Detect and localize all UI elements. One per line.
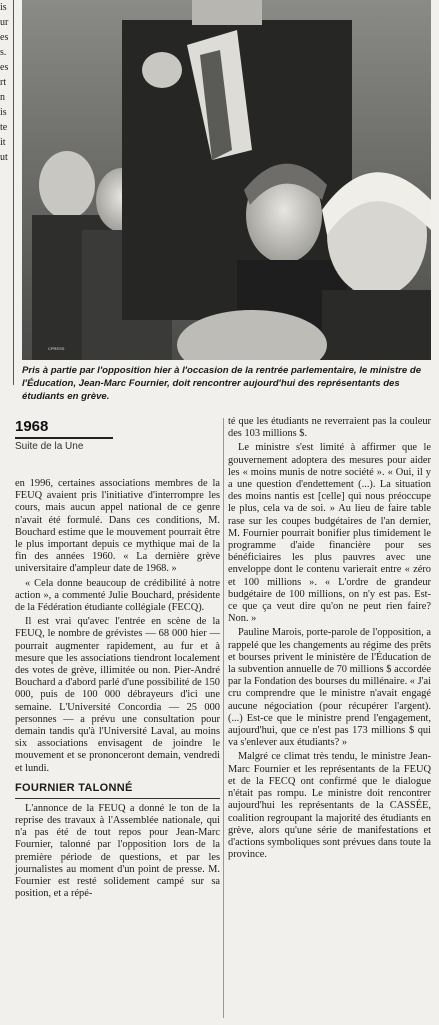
article-paragraph: Il est vrai qu'avec l'entrée en scène de la FEUQ, le nombre de grévistes — 68 000 hier — pourrait augmenter rapidement, au fur et à mesure que les associations tiendront localement des votes de grève, illimitée ou non. Pier-André Bouchard a d'abord parlé d'une possibilité de 150 000, puis de 100 000 débrayeurs d'ici une semaine. L'Université Concordia — 25 000 personnes — a prévu une consultation pour demain tandis qu'à l'Université Laval, au moins six associations envisagent de joindre le mouvement et se prononceront demain, vendredi et lundi. — [15, 616, 220, 774]
strip-fragment: ut — [0, 152, 8, 163]
strip-fragment: te — [0, 122, 8, 133]
article-column-2 — [228, 416, 431, 863]
strip-fragment: es — [0, 32, 9, 43]
article-column-1 — [15, 418, 220, 903]
subheading-rule — [15, 798, 220, 799]
strip-fragment: n — [0, 92, 5, 103]
article-subheading: FOURNIER TALONNÉ — [15, 781, 133, 794]
strip-fragment: is — [0, 107, 7, 118]
strip-fragment: is — [0, 2, 7, 13]
adjacent-column-fragment — [0, 0, 12, 260]
strip-fragment: es — [0, 62, 9, 73]
continued-from-label: Suite de la Une — [15, 441, 84, 452]
strip-fragment: ur — [0, 17, 9, 28]
news-photo — [22, 0, 431, 360]
column-divider — [13, 0, 14, 385]
strip-fragment: rt — [0, 77, 7, 88]
article-kicker: 1968 — [15, 418, 49, 435]
column-divider-inner — [223, 418, 224, 1018]
strip-fragment: s. — [0, 47, 7, 58]
article-paragraph: « Cela donne beaucoup de crédibilité à notre action », a commenté Julie Bouchard, présidente de la Fédération étudiante collégiale (FECQ). — [15, 577, 220, 614]
photo-caption: Pris à partie par l'opposition hier à l'occasion de la rentrée parlementaire, le ministre de l'Éducation, Jean-Marc Fournier, doit rencontrer aujourd'hui des représentants des étudiants en grève. — [22, 365, 422, 403]
article-paragraph: en 1996, certaines associations membres de la FEUQ avaient pris l'initiative d'interrompre les cours, mais aucun appel national de ce genre n'avait été formulé. Dans ces conditions, M. Bouchard estime que le mouvement pourrait être le plus important depuis ce mythique mai de la fin des années 1960. « La dernière grève universitaire d'ampleur date de 1968. » — [15, 478, 220, 575]
article-paragraph: Le ministre s'est limité à affirmer que le gouvernement adoptera des mesures pour aider les « moins munis de notre société ». « Oui, il y a une question d'endettement (...). La situation des moins nantis est [celle] qui nous préoccupe le plus, cela va de soi. » Au lieu de faire table rase sur les coupes budgétaires de l'an dernier, M. Fournier pourrait bonifier plus timidement le programme d'aide financière pour ses bénéficiaires les plus pauvres avec une enveloppe dont le contenu varierait entre « zéro et 100 millions ». « L'ordre de grandeur budgétaire de 100 millions, on n'y est pas. Est-ce que ça veut dire qu'on ne peut rien faire? Non. » — [228, 442, 431, 625]
article-paragraph: Pauline Marois, porte-parole de l'opposition, a rappelé que les changements au régime des prêts et bourses privent le ministère de l'Éducation de la subvention annuelle de 70 millions $ accordée par la Fondation des bourses du millénaire. « J'ai cru comprendre que le ministre n'avait engagé aucune négociation (pour récupérer l'argent). (...) Est-ce que le ministre prend l'engagement, aujourd'hui, que ce n'est pas 173 millions $ qui va s'enlever aux étudiants? » — [228, 627, 432, 749]
article-paragraph: L'annonce de la FEUQ a donné le ton de la reprise des travaux à l'Assemblée nationale, qui n'a pas été de tout repos pour Jean-Marc Fournier, talonné par l'opposition lors de la première période de questions, et par les journalistes au moment d'un point de presse. M. Fournier est resté solidement campé sur sa position, et a répé- — [15, 802, 220, 900]
photo-image — [22, 0, 431, 360]
article-paragraph: Malgré ce climat très tendu, le ministre Jean-Marc Fournier et les représentants de la FEUQ et de la FECQ ont confirmé que le dialogue n'était pas rompu. Le ministre doit rencontrer aujourd'hui les représentants de la CASSÉE, coalition regroupant la majorité des étudiants en grève, alors qu'une série de manifestations et d'actions symboliques sont prévues dans toute la province. — [228, 751, 431, 861]
photo-credit: CPRESS — [48, 346, 65, 351]
strip-fragment: it — [0, 137, 6, 148]
article-paragraph: té que les étudiants ne reverraient pas la couleur des 103 millions $. — [228, 416, 431, 440]
kicker-rule — [15, 437, 113, 439]
